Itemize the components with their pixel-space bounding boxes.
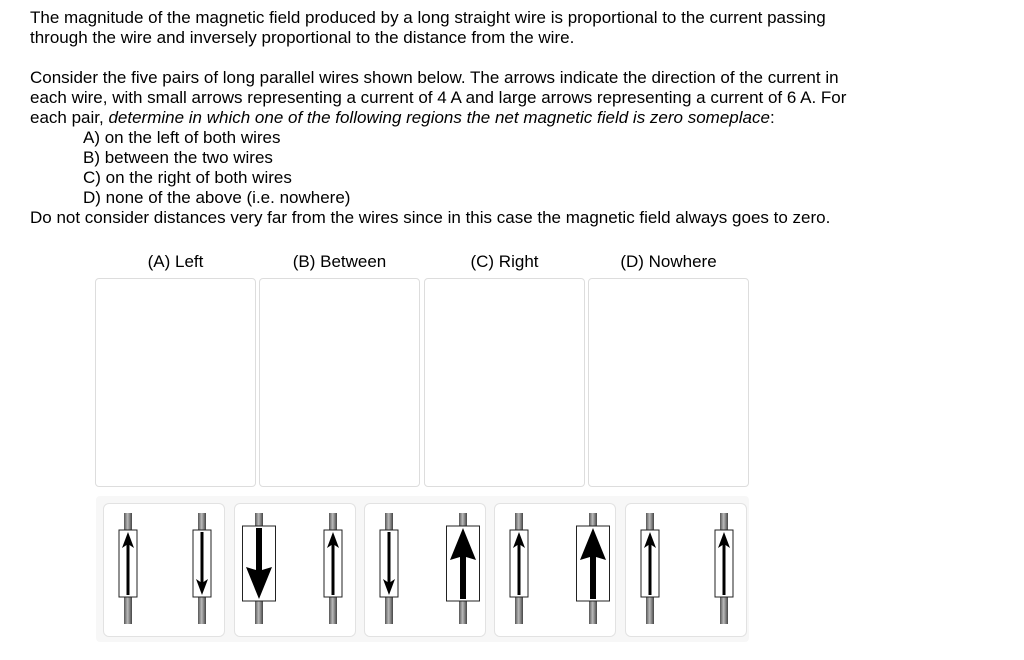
intro-line: Consider the five pairs of long parallel wires shown below. The arrows indicate the direction of the current in [30, 68, 839, 87]
option-d: D) none of the above (i.e. nowhere) [83, 188, 351, 207]
intro-italic-text: determine in which one of the following regions the net magnetic field is zero someplace [108, 108, 770, 127]
note: Do not consider distances very far from the wires since in this case the magnetic field always goes to zero. [30, 208, 831, 227]
left-wire [510, 513, 528, 624]
left-wire [243, 513, 276, 624]
drop-zone-right[interactable] [424, 278, 585, 487]
wire-pair-card[interactable] [625, 503, 747, 637]
intro-paragraph-1 [30, 8, 826, 48]
right-wire [577, 513, 610, 624]
wire-pair-card[interactable] [103, 503, 225, 637]
intro-line: each wire, with small arrows representing a current of 4 A and large arrows representing a current of 6 A. For [30, 88, 847, 107]
intro-line: The magnitude of the magnetic field produced by a long straight wire is proportional to the current passing [30, 8, 826, 27]
intro-text: : [769, 108, 775, 127]
intro-line: through the wire and inversely proportional to the distance from the wire. [30, 28, 575, 47]
right-wire [715, 513, 733, 624]
intro-text: each pair, [30, 108, 109, 127]
zone-label-nowhere: (D) Nowhere [620, 252, 717, 271]
wire-pair-card[interactable] [364, 503, 486, 637]
options-list [83, 128, 350, 208]
wire-pair-card[interactable] [234, 503, 356, 637]
intro-paragraph-2 [30, 68, 846, 128]
intro-line [30, 108, 846, 128]
right-wire [447, 513, 480, 624]
option-c: C) on the right of both wires [83, 168, 292, 187]
right-wire [193, 513, 211, 624]
zone-label-left: (A) Left [147, 252, 204, 271]
left-wire [380, 513, 398, 624]
drop-zone-nowhere[interactable] [588, 278, 749, 487]
zone-label-between: (B) Between [292, 252, 387, 271]
drop-zone-between[interactable] [259, 278, 420, 487]
option-a: A) on the left of both wires [83, 128, 281, 147]
option-b: B) between the two wires [83, 148, 273, 167]
zone-label-right: (C) Right [470, 252, 539, 271]
left-wire [119, 513, 137, 624]
wire-pair-card[interactable] [494, 503, 616, 637]
drop-zone-left[interactable] [95, 278, 256, 487]
right-wire [324, 513, 342, 624]
left-wire [641, 513, 659, 624]
